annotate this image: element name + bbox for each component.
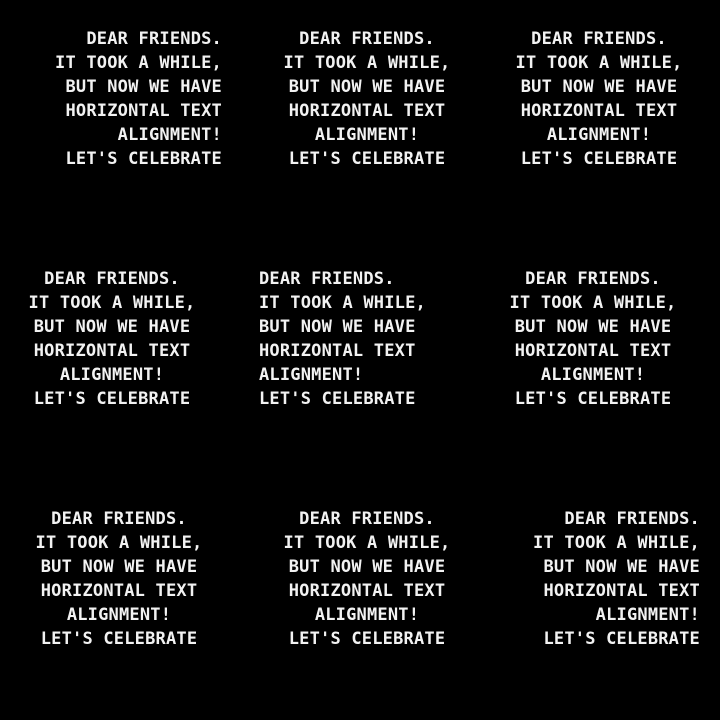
text-line-5: ALIGNMENT! bbox=[59, 365, 165, 385]
text-line-5: ALIGNMENT! bbox=[66, 605, 172, 625]
text-block-top-right bbox=[509, 27, 689, 171]
text-line-6: LET'S CELEBRATE bbox=[520, 149, 678, 169]
text-line-6: LET'S CELEBRATE bbox=[514, 389, 672, 409]
text-line-6: LET'S CELEBRATE bbox=[40, 629, 198, 649]
text-block-middle-right bbox=[503, 267, 683, 411]
text-line-4: HORIZONTAL TEXT bbox=[514, 341, 672, 361]
text-line-5: ALIGNMENT! bbox=[595, 605, 700, 625]
text-line-6: LET'S CELEBRATE bbox=[259, 389, 416, 409]
text-block-bottom-center bbox=[277, 507, 457, 651]
text-line-1: DEAR FRIENDS. bbox=[259, 269, 395, 289]
text-line-3: BUT NOW WE HAVE bbox=[288, 77, 446, 97]
text-line-2: IT TOOK A WHILE, bbox=[533, 533, 700, 553]
text-line-1: DEAR FRIENDS. bbox=[44, 269, 180, 289]
text-line-6: LET'S CELEBRATE bbox=[543, 629, 700, 649]
text-line-1: DEAR FRIENDS. bbox=[525, 269, 661, 289]
text-line-4: HORIZONTAL TEXT bbox=[543, 581, 700, 601]
text-line-3: BUT NOW WE HAVE bbox=[40, 557, 198, 577]
text-line-3: BUT NOW WE HAVE bbox=[33, 317, 191, 337]
text-line-3: BUT NOW WE HAVE bbox=[543, 557, 700, 577]
text-line-3: BUT NOW WE HAVE bbox=[65, 77, 222, 97]
text-line-5: ALIGNMENT! bbox=[117, 125, 222, 145]
text-block-bottom-left bbox=[29, 507, 209, 651]
text-line-3: BUT NOW WE HAVE bbox=[288, 557, 446, 577]
text-line-1: DEAR FRIENDS. bbox=[86, 29, 222, 49]
text-line-1: DEAR FRIENDS. bbox=[51, 509, 187, 529]
text-line-1: DEAR FRIENDS. bbox=[531, 29, 667, 49]
text-line-3: BUT NOW WE HAVE bbox=[259, 317, 416, 337]
text-line-2: IT TOOK A WHILE, bbox=[283, 533, 451, 553]
text-line-5: ALIGNMENT! bbox=[259, 365, 364, 385]
text-line-6: LET'S CELEBRATE bbox=[288, 149, 446, 169]
text-line-4: HORIZONTAL TEXT bbox=[288, 581, 446, 601]
text-line-4: HORIZONTAL TEXT bbox=[65, 101, 222, 121]
text-line-2: IT TOOK A WHILE, bbox=[515, 53, 683, 73]
text-line-6: LET'S CELEBRATE bbox=[288, 629, 446, 649]
text-line-2: IT TOOK A WHILE, bbox=[35, 533, 203, 553]
text-line-2: IT TOOK A WHILE, bbox=[283, 53, 451, 73]
text-line-3: BUT NOW WE HAVE bbox=[520, 77, 678, 97]
text-line-5: ALIGNMENT! bbox=[314, 125, 420, 145]
text-line-6: LET'S CELEBRATE bbox=[65, 149, 222, 169]
text-line-5: ALIGNMENT! bbox=[546, 125, 652, 145]
text-line-4: HORIZONTAL TEXT bbox=[40, 581, 198, 601]
text-line-6: LET'S CELEBRATE bbox=[33, 389, 191, 409]
text-line-4: HORIZONTAL TEXT bbox=[259, 341, 416, 361]
text-line-5: ALIGNMENT! bbox=[314, 605, 420, 625]
text-line-2: IT TOOK A WHILE, bbox=[28, 293, 196, 313]
text-block-middle-left bbox=[22, 267, 202, 411]
text-line-1: DEAR FRIENDS. bbox=[299, 509, 435, 529]
text-line-4: HORIZONTAL TEXT bbox=[520, 101, 678, 121]
text-block-bottom-right bbox=[520, 507, 700, 651]
text-line-2: IT TOOK A WHILE, bbox=[55, 53, 222, 73]
text-line-1: DEAR FRIENDS. bbox=[299, 29, 435, 49]
text-line-4: HORIZONTAL TEXT bbox=[33, 341, 191, 361]
text-line-4: HORIZONTAL TEXT bbox=[288, 101, 446, 121]
text-line-1: DEAR FRIENDS. bbox=[564, 509, 700, 529]
text-line-5: ALIGNMENT! bbox=[540, 365, 646, 385]
text-line-3: BUT NOW WE HAVE bbox=[514, 317, 672, 337]
text-block-top-center bbox=[277, 27, 457, 171]
text-block-top-left bbox=[40, 27, 222, 171]
text-block-middle-center bbox=[259, 267, 439, 411]
text-line-2: IT TOOK A WHILE, bbox=[259, 293, 426, 313]
text-line-2: IT TOOK A WHILE, bbox=[509, 293, 677, 313]
